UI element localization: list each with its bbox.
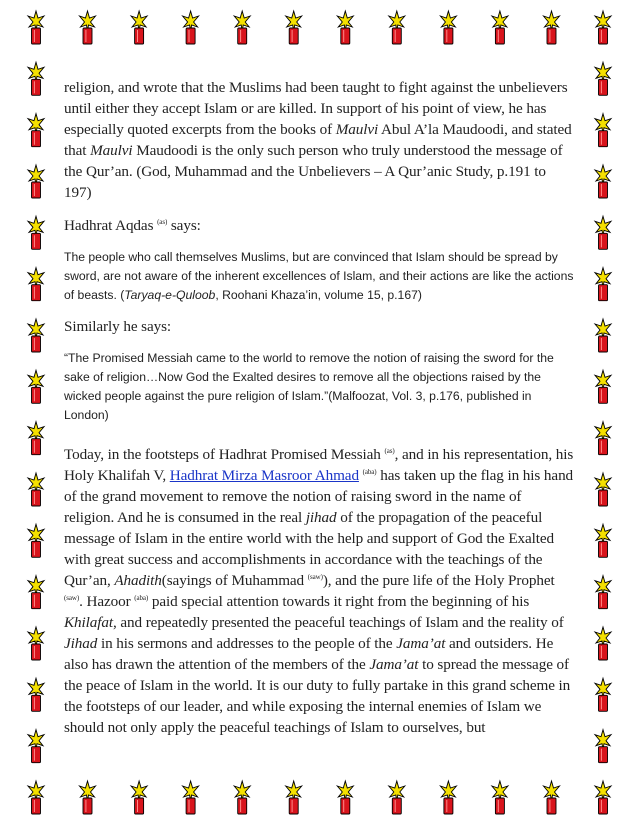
candle-star-icon (28, 114, 44, 147)
candle-star-icon (595, 422, 611, 455)
candle-star-icon (595, 678, 611, 711)
candle-star-icon (595, 370, 611, 403)
text-emphasis: Jihad (64, 635, 98, 652)
candle-star-icon (183, 11, 199, 44)
candle-star-icon (28, 370, 44, 403)
candle-star-icon (286, 11, 302, 44)
text-run: . Hazoor (79, 593, 135, 610)
paragraph-intro (64, 77, 574, 203)
candle-star-icon (544, 781, 560, 814)
quote-malfoozat: “The Promised Messiah came to the world to remove the notion of raising the sword for the sake of religion…Now God the Exalted desires to remove all the objections raised by the wicked people against the pure religion of Islam.”(Malfoozat, Vol. 3, p.176, published in London) (64, 351, 554, 422)
text-emphasis: Jama’at (369, 656, 419, 673)
candle-star-icon (492, 11, 508, 44)
text-run: says: (167, 217, 201, 234)
candle-star-icon (337, 11, 353, 44)
candle-star-icon (595, 165, 611, 198)
candle-star-icon (595, 114, 611, 147)
candle-star-icon (440, 11, 456, 44)
candle-star-icon (28, 473, 44, 506)
text-emphasis: Ahadith (114, 572, 162, 589)
candle-star-icon (544, 11, 560, 44)
text-run: paid special attention towards it right from the beginning of his (148, 593, 530, 610)
document-body (64, 77, 574, 738)
candle-star-icon (595, 216, 611, 249)
candle-star-icon (595, 62, 611, 95)
khalifah-name-link[interactable]: Hadhrat Mirza Masroor Ahmad (169, 467, 359, 484)
candle-star-icon (183, 781, 199, 814)
text-run: to spread the message of the peace of Islam in the world. It is our duty to fully partake in this grand scheme in the footsteps of our leader, and while exposing the internal enemies of Islam we should not only apply the peaceful teachings of Islam to ourselves, but (64, 656, 571, 736)
text-run: Today, in the footsteps of Hadhrat Promised Messiah (64, 446, 385, 463)
candle-star-icon (337, 781, 353, 814)
candle-star-icon (389, 781, 405, 814)
candle-star-icon (286, 781, 302, 814)
honorific-superscript: (as) (384, 447, 395, 455)
candle-star-icon (28, 11, 44, 44)
candle-star-icon (28, 576, 44, 609)
candle-star-icon (28, 319, 44, 352)
text-run: ), and the pure life of the Holy Prophet (322, 572, 555, 589)
candle-star-icon (440, 781, 456, 814)
candle-star-icon (80, 11, 96, 44)
honorific-superscript: (aba) (134, 594, 149, 602)
candle-star-icon (28, 524, 44, 557)
text-emphasis: Taryaq-e-Quloob (124, 288, 216, 302)
candle-star-icon (595, 627, 611, 660)
text-run: Abul A’la Maudoodi, and stated that (64, 121, 572, 159)
candle-star-icon (28, 165, 44, 198)
text-run: Maudoodi is the only such person who truly understood the message of the Qur’an. (God, Muhammad and the Unbelievers – A Qur’anic Study, p.191 to 197) (64, 142, 563, 201)
text-run: , Roohani Khaza’in, volume 15, p.167) (215, 288, 422, 302)
text-run: The people who call themselves Muslims, but are convinced that Islam should be spread by sword, are not aware of the inherent excellences of Islam, and their actions are like the actions of beasts. ( (64, 250, 574, 302)
paragraph-similarly: Similarly he says: (64, 318, 172, 335)
honorific-superscript: (aba) (362, 468, 377, 476)
candle-star-icon (28, 216, 44, 249)
candle-star-icon (595, 730, 611, 763)
candle-star-icon (595, 576, 611, 609)
candle-star-icon (28, 62, 44, 95)
text-run: of the propagation of the peaceful message of Islam in the entire world with the help and support of God the Exalted with great success and accomplishments in accordance with the teachings of the Qur’an, (64, 509, 555, 589)
candle-star-icon (595, 319, 611, 352)
text-run: religion, and wrote that the Muslims had been taught to fight against the unbelievers until either they accept Islam or are killed. In support of his point of view, he has especially quoted excerpts from the books of (64, 79, 568, 138)
candle-star-icon (28, 781, 44, 814)
text-emphasis: Maulvi (90, 142, 133, 159)
honorific-superscript: (saw) (307, 573, 323, 581)
candle-star-icon (131, 11, 147, 44)
text-emphasis: Maulvi (335, 121, 379, 138)
candle-star-icon (595, 473, 611, 506)
candle-star-icon (595, 524, 611, 557)
candle-star-icon (234, 781, 250, 814)
candle-star-icon (80, 781, 96, 814)
text-run: in his sermons and addresses to the people of the (97, 635, 397, 652)
candle-star-icon (595, 781, 611, 814)
text-run: (sayings of Muhammad (161, 572, 308, 589)
candle-star-icon (28, 268, 44, 301)
candle-star-icon (28, 730, 44, 763)
text-run: has taken up the flag in his hand of the grand movement to remove the notion of raising sword in the name of religion. And he is consumed in the real (64, 467, 574, 526)
text-run: and outsiders. He also has drawn the attention of the members of the (64, 635, 554, 673)
text-run: Hadhrat Aqdas (64, 217, 158, 234)
candle-star-icon (595, 11, 611, 44)
candle-star-icon (234, 11, 250, 44)
text-run: , and in his representation, his Holy Khalifah V, (64, 446, 574, 484)
candle-star-icon (131, 781, 147, 814)
candle-star-icon (28, 422, 44, 455)
text-run: , and repeatedly presented the peaceful teachings of Islam and the reality of (113, 614, 564, 631)
quote-taryaq (64, 248, 574, 305)
candle-star-icon (28, 678, 44, 711)
text-emphasis: Jama’at (396, 635, 446, 652)
text-emphasis: jihad (305, 509, 337, 526)
honorific-superscript: (saw) (64, 594, 80, 602)
candle-star-icon (595, 268, 611, 301)
honorific-superscript: (as) (157, 218, 168, 226)
candle-star-icon (389, 11, 405, 44)
candle-star-icon (492, 781, 508, 814)
paragraph-hadhrat-aqdas-says (64, 215, 574, 236)
paragraph-today (64, 444, 574, 738)
candle-star-icon (28, 627, 44, 660)
text-emphasis: Khilafat (64, 614, 113, 631)
